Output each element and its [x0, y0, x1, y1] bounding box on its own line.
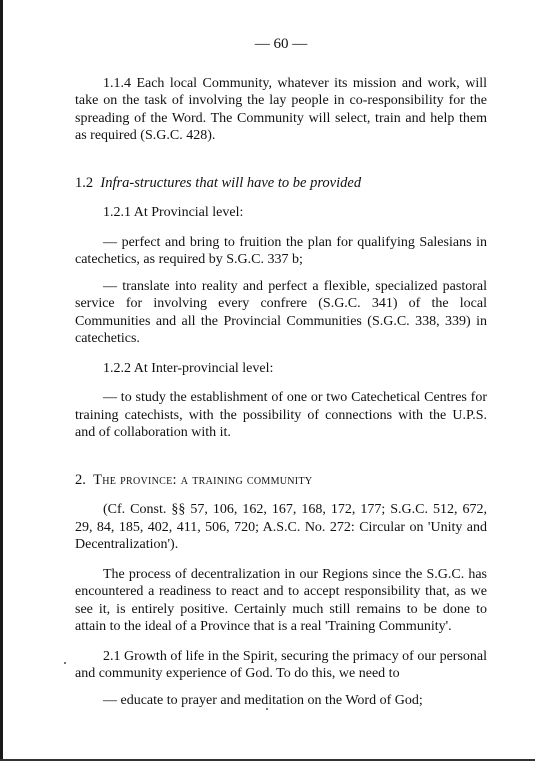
section-number: 1.2	[75, 174, 94, 191]
page-number: — 60 —	[254, 36, 308, 52]
stray-mark	[64, 662, 66, 664]
page-left-edge	[0, 0, 3, 761]
paragraph-2-1: 2.1 Growth of life in the Spirit, securing the primacy of our personal and community experience of God. To do this, we need to	[75, 648, 487, 681]
subheading-1-2-2: 1.2.2 At Inter-provincial level:	[103, 360, 274, 376]
paragraph-1-1-4: 1.1.4 Each local Community, whatever its mission and work, will take on the task of involving the lay people in co-responsibility for the spreading of the Word. The Community will select, train and help them as required (S.G.C. 428).	[75, 75, 487, 143]
section-heading-1-2	[75, 175, 487, 193]
subheading-1-2-1: 1.2.1 At Provincial level:	[103, 205, 244, 220]
paragraph-2-1-a: — educate to prayer and meditation on the Word of God;	[103, 692, 423, 708]
section-heading-2	[75, 472, 487, 490]
document-page	[75, 36, 487, 709]
section-title: Infra-structures that will have to be provided	[100, 174, 362, 191]
paragraph-references: (Cf. Const. §§ 57, 106, 162, 167, 168, 172, 177; S.G.C. 512, 672, 29, 84, 185, 402, 411, 506, 720; A.S.C. No. 272: Circular on 'Unity and Decentralization').	[75, 502, 487, 552]
paragraph-decentralization: The process of decentralization in our Regions since the S.G.C. has encountered a readiness to react and to accept responsibility that, as we see it, is entirely positive. Certainly much still remains to be done to attain to the ideal of a Province that is a real 'Training Community'.	[75, 566, 487, 634]
section-title: The province: a training community	[93, 471, 313, 488]
paragraph-1-2-1-a: — perfect and bring to fruition the plan for qualifying Salesians in catechetics, as required by S.G.C. 337 b;	[75, 234, 487, 267]
paragraph-1-2-2-a: — to study the establishment of one or two Catechetical Centres for training catechists, with the possibility of connections with the U.P.S. and of collaboration with it.	[75, 390, 487, 440]
paragraph-1-2-1-b: — translate into reality and perfect a flexible, specialized pastoral service for involving every confrere (S.G.C. 341) of the local Communities and all the Provincial Communities (S.G.C. 338, 339) in catechetics.	[75, 278, 487, 346]
section-number: 2.	[75, 471, 86, 488]
